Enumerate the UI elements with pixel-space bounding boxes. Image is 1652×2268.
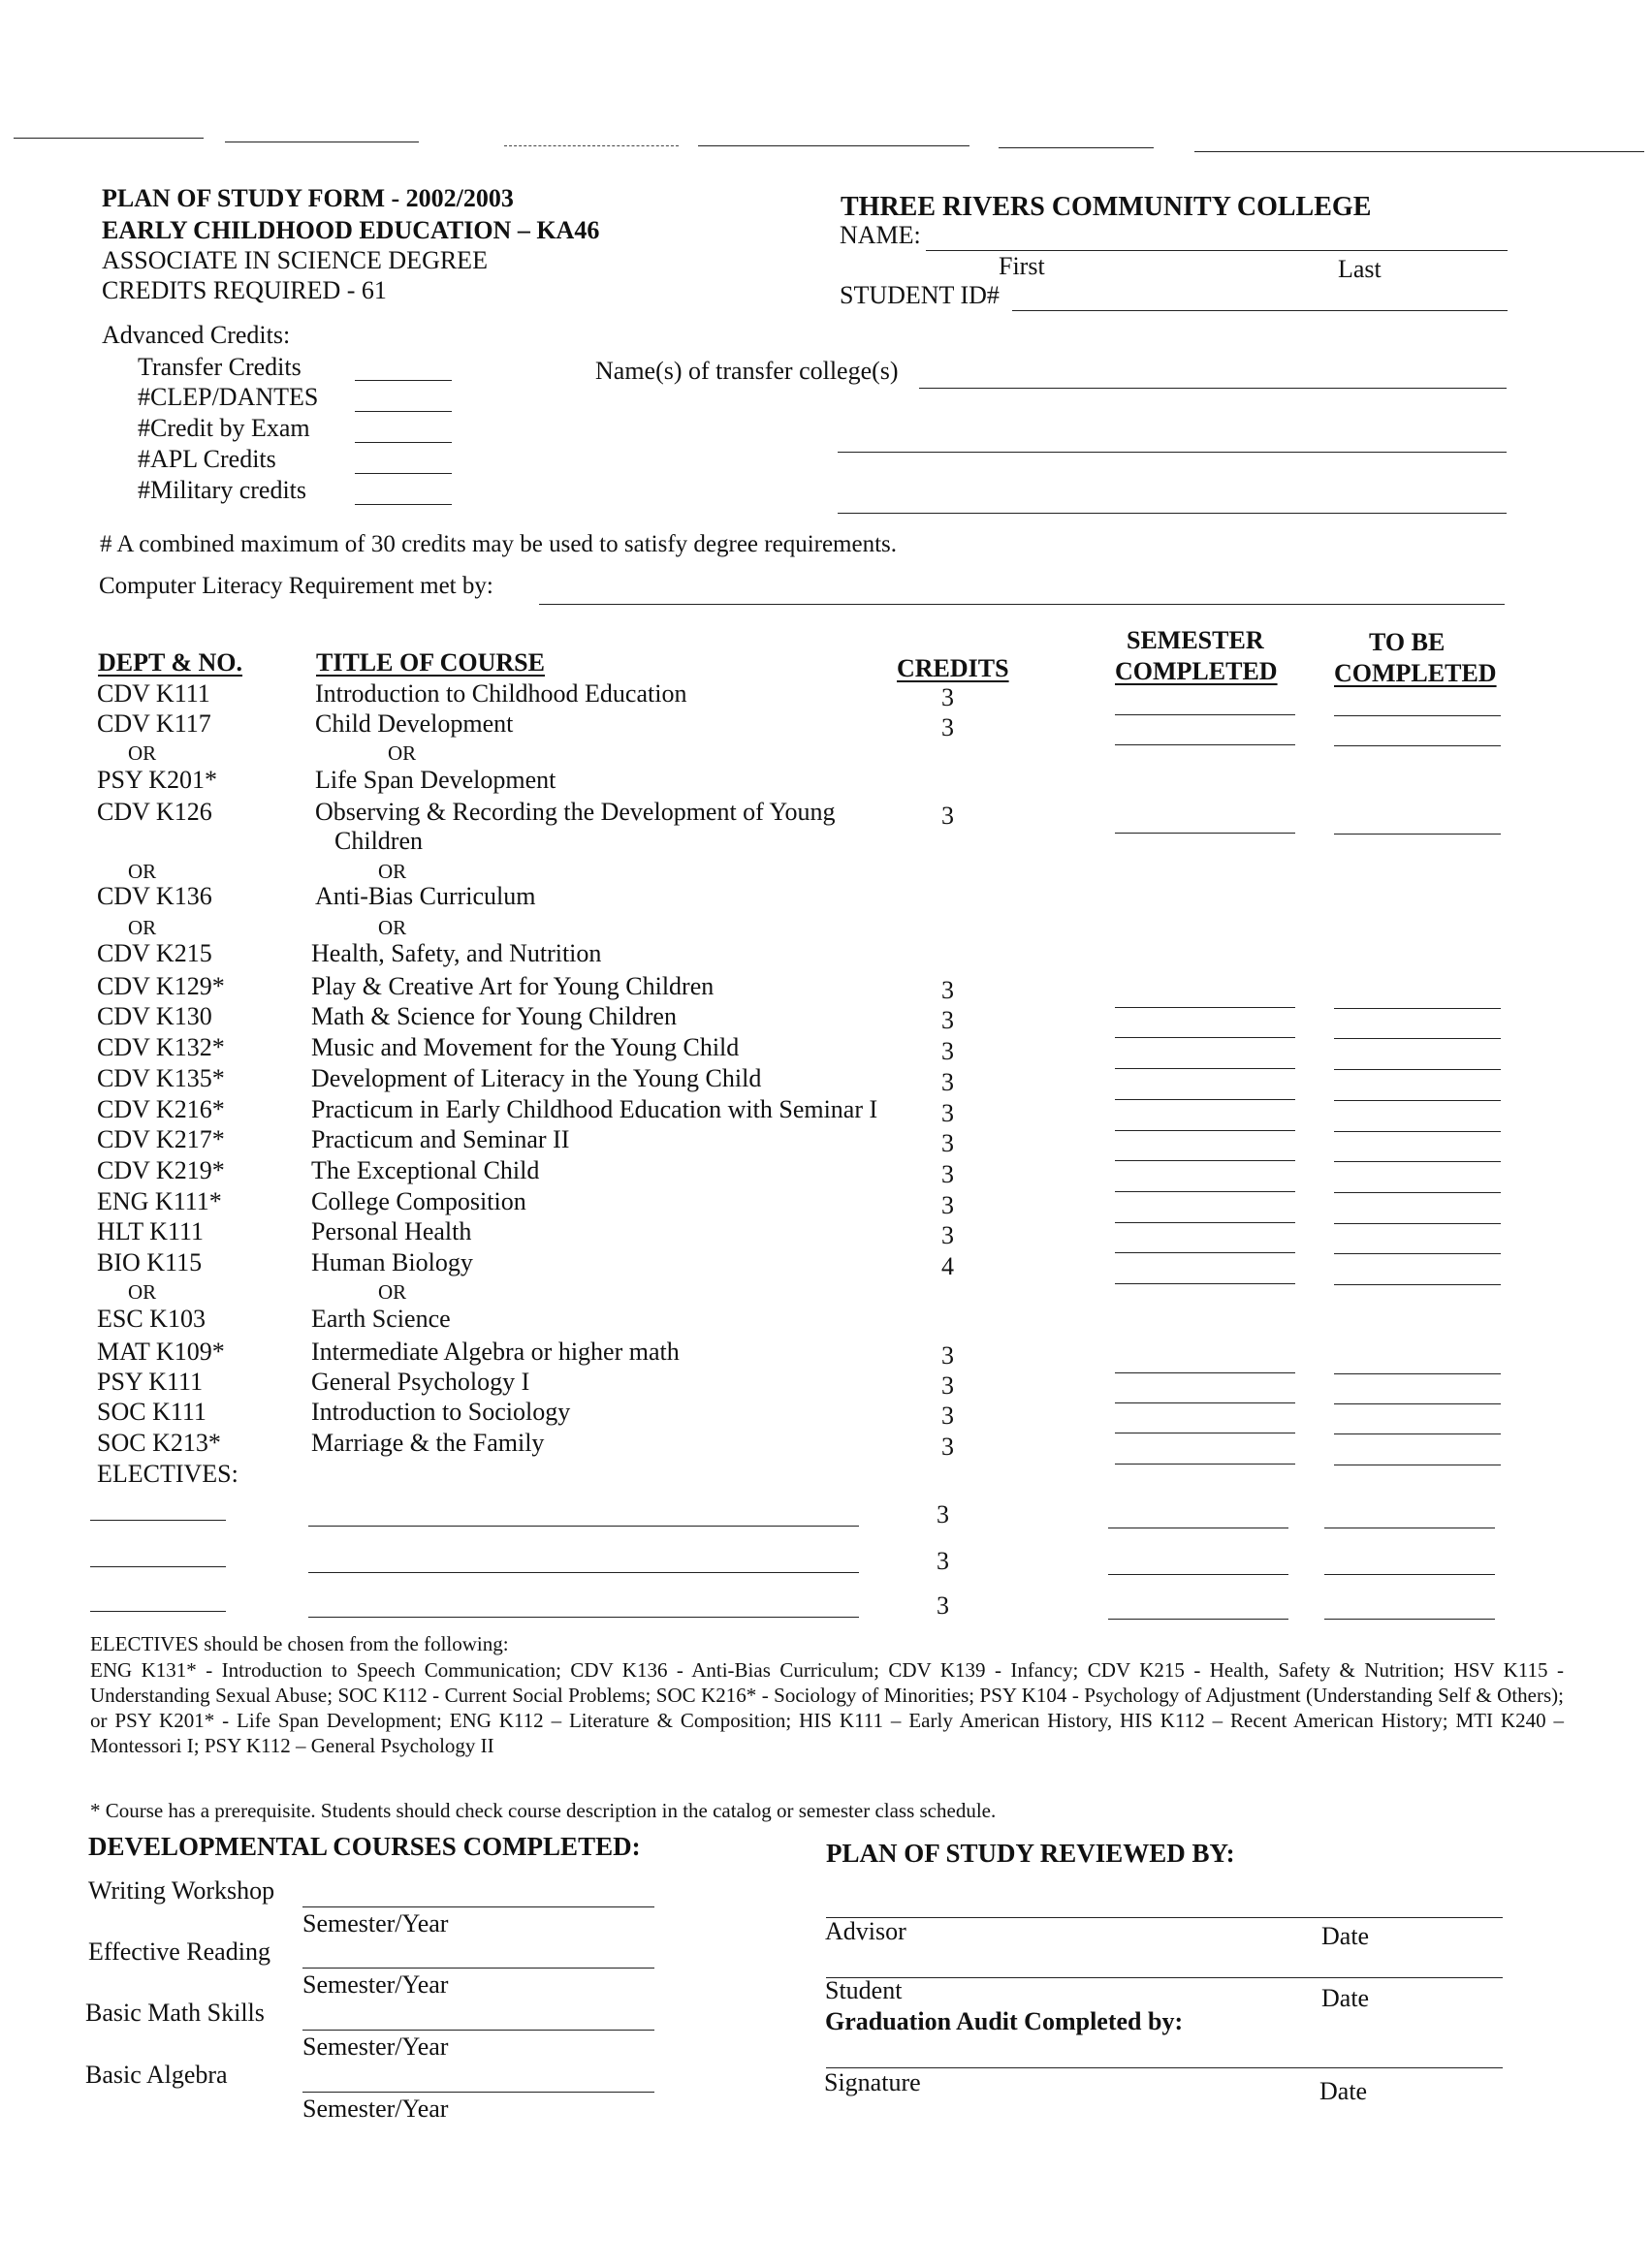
to-be-completed-field[interactable]	[1334, 834, 1501, 835]
top-rule	[999, 147, 1154, 148]
course-dept: ESC K103	[97, 1305, 206, 1333]
to-be-completed-field[interactable]	[1334, 715, 1501, 716]
course-dept: CDV K130	[97, 1002, 212, 1030]
to-be-completed-field[interactable]	[1334, 1161, 1501, 1162]
top-rule	[504, 145, 679, 146]
course-credits: 3	[941, 976, 954, 1004]
to-be-completed-field[interactable]	[1334, 1069, 1501, 1070]
course-credits: 3	[941, 802, 954, 830]
course-dept: CDV K111	[97, 679, 210, 708]
top-rule	[1194, 151, 1644, 152]
course-title: Earth Science	[311, 1305, 451, 1333]
top-rule	[14, 138, 204, 139]
course-credits: 3	[941, 1341, 954, 1370]
dev-item: Effective Reading	[88, 1937, 270, 1966]
first-label: First	[999, 252, 1045, 280]
last-label: Last	[1338, 255, 1382, 283]
dev-sublabel: Semester/Year	[302, 2032, 449, 2061]
semester-completed-field[interactable]	[1115, 1007, 1295, 1008]
student-id-field[interactable]	[1012, 310, 1508, 311]
or-label: OR	[128, 1280, 157, 1304]
semester-completed-field[interactable]	[1115, 1464, 1295, 1465]
degree-label: ASSOCIATE IN SCIENCE DEGREE	[102, 246, 488, 274]
course-dept: CDV K117	[97, 709, 211, 738]
header-tobe-completed: COMPLETED	[1334, 659, 1497, 687]
course-credits: 3	[941, 683, 954, 711]
computer-literacy-label: Computer Literacy Requirement met by:	[99, 573, 493, 599]
to-be-completed-field[interactable]	[1334, 1223, 1501, 1224]
elective-title-field[interactable]	[308, 1526, 859, 1527]
course-dept: CDV K135*	[97, 1064, 225, 1092]
course-title: Intermediate Algebra or higher math	[311, 1338, 680, 1366]
semester-completed-field[interactable]	[1115, 1252, 1295, 1253]
course-title: Math & Science for Young Children	[311, 1002, 677, 1030]
semester-completed-field[interactable]	[1115, 744, 1295, 745]
course-title: Observing & Recording the Development of Young	[315, 798, 836, 826]
transfer-college-field[interactable]	[838, 513, 1507, 514]
semester-completed-field[interactable]	[1108, 1574, 1288, 1575]
adv-field[interactable]	[355, 442, 452, 443]
header-dept: DEPT & NO.	[98, 648, 243, 677]
course-dept: CDV K132*	[97, 1033, 225, 1061]
audit-signature-field[interactable]	[826, 2067, 1503, 2068]
course-credits: 3	[941, 1433, 954, 1461]
or-label: OR	[128, 916, 157, 939]
or-label: OR	[378, 1280, 407, 1304]
adv-field[interactable]	[355, 504, 452, 505]
course-title: Health, Safety, and Nutrition	[311, 939, 602, 967]
dev-item: Basic Math Skills	[85, 1999, 265, 2027]
course-dept: CDV K136	[97, 882, 212, 910]
advisor-label: Advisor	[825, 1917, 906, 1945]
dev-field[interactable]	[302, 1968, 654, 1969]
course-title: The Exceptional Child	[311, 1156, 540, 1184]
to-be-completed-field[interactable]	[1334, 1403, 1501, 1404]
advisor-signature-field[interactable]	[826, 1917, 1503, 1918]
semester-completed-field[interactable]	[1115, 1191, 1295, 1192]
name-field[interactable]	[926, 250, 1508, 251]
audit-label: Graduation Audit Completed by:	[825, 2007, 1184, 2035]
dev-sublabel: Semester/Year	[302, 2095, 449, 2123]
dev-field[interactable]	[302, 1906, 654, 1907]
course-title: Personal Health	[311, 1217, 472, 1245]
semester-completed-field[interactable]	[1115, 1130, 1295, 1131]
adv-item: #APL Credits	[138, 445, 276, 473]
course-credits: 3	[941, 1371, 954, 1400]
elective-dept-field[interactable]	[90, 1611, 226, 1612]
to-be-completed-field[interactable]	[1324, 1619, 1495, 1620]
or-label: OR	[388, 741, 417, 765]
course-credits: 3	[941, 1068, 954, 1096]
elective-dept-field[interactable]	[90, 1566, 226, 1567]
electives-heading: ELECTIVES should be chosen from the following:	[90, 1632, 509, 1655]
course-credits: 3	[941, 1402, 954, 1430]
semester-completed-field[interactable]	[1115, 1283, 1295, 1284]
dev-field[interactable]	[302, 2092, 654, 2093]
top-rule	[698, 145, 969, 146]
course-dept: BIO K115	[97, 1248, 203, 1276]
or-label: OR	[378, 860, 407, 883]
course-dept: CDV K216*	[97, 1095, 225, 1123]
to-be-completed-field[interactable]	[1334, 1433, 1501, 1434]
to-be-completed-field[interactable]	[1334, 1131, 1501, 1132]
signature-label: Signature	[824, 2068, 921, 2096]
course-title: Practicum and Seminar II	[311, 1125, 570, 1153]
course-title: Play & Creative Art for Young Children	[311, 972, 715, 1000]
to-be-completed-field[interactable]	[1334, 1100, 1501, 1101]
course-dept: ELECTIVES:	[97, 1460, 238, 1488]
course-dept: CDV K215	[97, 939, 212, 967]
name-label: NAME:	[840, 221, 921, 249]
course-dept: CDV K217*	[97, 1125, 225, 1153]
course-title: Practicum in Early Childhood Education with Seminar I	[311, 1095, 878, 1123]
dev-sublabel: Semester/Year	[302, 1970, 449, 1999]
adv-item: Transfer Credits	[138, 353, 302, 381]
college-name: THREE RIVERS COMMUNITY COLLEGE	[841, 192, 1372, 222]
elective-credits: 3	[937, 1500, 949, 1528]
course-title: College Composition	[311, 1187, 526, 1215]
course-title: Introduction to Sociology	[311, 1398, 571, 1426]
transfer-college-field[interactable]	[838, 452, 1507, 453]
dev-item: Basic Algebra	[85, 2061, 228, 2089]
or-label: OR	[378, 916, 407, 939]
dev-field[interactable]	[302, 2030, 654, 2031]
form-title: PLAN OF STUDY FORM - 2002/2003	[102, 184, 514, 212]
advisor-date-label: Date	[1321, 1922, 1370, 1950]
to-be-completed-field[interactable]	[1334, 1038, 1501, 1039]
course-title: General Psychology I	[311, 1368, 530, 1396]
course-title: Children	[334, 827, 423, 855]
adv-field[interactable]	[355, 380, 452, 381]
to-be-completed-field[interactable]	[1334, 1284, 1501, 1285]
elective-credits: 3	[937, 1547, 949, 1575]
adv-field[interactable]	[355, 473, 452, 474]
header-semester-completed: COMPLETED	[1115, 657, 1278, 685]
course-credits: 3	[941, 1037, 954, 1065]
to-be-completed-field[interactable]	[1334, 1253, 1501, 1254]
semester-completed-field[interactable]	[1115, 1037, 1295, 1038]
course-dept: PSY K201*	[97, 766, 218, 794]
semester-completed-field[interactable]	[1115, 1402, 1295, 1403]
course-title: Life Span Development	[315, 766, 556, 794]
combined-max-note: # A combined maximum of 30 credits may be used to satisfy degree requirements.	[100, 531, 898, 557]
course-title: Development of Literacy in the Young Child	[311, 1064, 762, 1092]
course-dept: SOC K111	[97, 1398, 206, 1426]
student-date-label: Date	[1321, 1984, 1370, 2012]
semester-completed-field[interactable]	[1115, 714, 1295, 715]
semester-completed-field[interactable]	[1115, 1372, 1295, 1373]
course-dept: CDV K126	[97, 798, 212, 826]
electives-list: ENG K131* - Introduction to Speech Communication; CDV K136 - Anti-Bias Curriculum; CDV K139 - Infancy; CDV K215 - Health, Safety & Nutrition; HSV K115 - Understanding Sexual Abuse; SOC K112 - Current Social Problems; SOC K216* - Sociology of Minorities; PSY K104 - Psychology of Adjustment (Understanding Self & Others); or PSY K201* - Life Span Development; ENG K112 – Literature & Composition; HIS K111 – Early American History, HIS K112 – Recent American History; MTI K240 – Montessori I; PSY K112 – General Psychology II	[90, 1658, 1564, 1757]
course-dept: ENG K111*	[97, 1187, 222, 1215]
course-title: Introduction to Childhood Education	[315, 679, 687, 708]
prereq-note: * Course has a prerequisite. Students should check course description in the catalog or semester class schedule.	[90, 1799, 997, 1822]
semester-completed-field[interactable]	[1108, 1619, 1288, 1620]
audit-date-label: Date	[1319, 2077, 1368, 2105]
student-id-label: STUDENT ID#	[840, 281, 1000, 309]
course-dept: HLT K111	[97, 1217, 205, 1245]
course-title: Music and Movement for the Young Child	[311, 1033, 740, 1061]
transfer-college-field[interactable]	[919, 388, 1507, 389]
course-title: Human Biology	[311, 1248, 473, 1276]
course-credits: 3	[941, 713, 954, 741]
semester-completed-field[interactable]	[1115, 1099, 1295, 1100]
or-label: OR	[128, 741, 157, 765]
header-tobe: TO BE	[1369, 628, 1446, 656]
course-credits: 3	[941, 1221, 954, 1249]
dev-item: Writing Workshop	[88, 1876, 275, 1905]
course-title: Marriage & the Family	[311, 1429, 545, 1457]
to-be-completed-field[interactable]	[1334, 1008, 1501, 1009]
course-dept: CDV K129*	[97, 972, 225, 1000]
semester-completed-field[interactable]	[1115, 1068, 1295, 1069]
course-credits: 3	[941, 1099, 954, 1127]
adv-item: #Military credits	[138, 476, 307, 504]
course-dept: MAT K109*	[97, 1338, 225, 1366]
to-be-completed-field[interactable]	[1334, 1373, 1501, 1374]
adv-item: #Credit by Exam	[138, 414, 310, 442]
semester-completed-field[interactable]	[1115, 1160, 1295, 1161]
computer-literacy-field[interactable]	[539, 604, 1505, 605]
adv-field[interactable]	[355, 411, 452, 412]
to-be-completed-field[interactable]	[1324, 1574, 1495, 1575]
elective-credits: 3	[937, 1591, 949, 1620]
elective-title-field[interactable]	[308, 1572, 859, 1573]
semester-completed-field[interactable]	[1115, 1222, 1295, 1223]
course-credits: 3	[941, 1006, 954, 1034]
course-credits: 4	[941, 1252, 954, 1280]
dev-sublabel: Semester/Year	[302, 1909, 449, 1937]
elective-dept-field[interactable]	[90, 1520, 226, 1521]
credits-required: CREDITS REQUIRED - 61	[102, 276, 387, 304]
elective-title-field[interactable]	[308, 1617, 859, 1618]
course-credits: 3	[941, 1129, 954, 1157]
course-dept: PSY K111	[97, 1368, 204, 1396]
student-signature-field[interactable]	[826, 1977, 1503, 1978]
advanced-credits-title: Advanced Credits:	[102, 321, 291, 349]
to-be-completed-field[interactable]	[1334, 745, 1501, 746]
course-title: Anti-Bias Curriculum	[315, 882, 536, 910]
course-dept: CDV K219*	[97, 1156, 225, 1184]
review-title: PLAN OF STUDY REVIEWED BY:	[826, 1839, 1235, 1868]
semester-completed-field[interactable]	[1115, 833, 1295, 834]
or-label: OR	[128, 860, 157, 883]
course-credits: 3	[941, 1191, 954, 1219]
header-credits: CREDITS	[897, 654, 1009, 682]
header-semester: SEMESTER	[1127, 626, 1264, 654]
transfer-college-label: Name(s) of transfer college(s)	[595, 357, 899, 385]
to-be-completed-field[interactable]	[1334, 1192, 1501, 1193]
course-title: Child Development	[315, 709, 514, 738]
adv-item: #CLEP/DANTES	[138, 383, 319, 411]
course-dept: SOC K213*	[97, 1429, 221, 1457]
developmental-title: DEVELOPMENTAL COURSES COMPLETED:	[88, 1832, 641, 1861]
header-title: TITLE OF COURSE	[316, 648, 545, 677]
program-title: EARLY CHILDHOOD EDUCATION – KA46	[102, 216, 600, 244]
course-credits: 3	[941, 1160, 954, 1188]
student-label: Student	[825, 1976, 903, 2004]
